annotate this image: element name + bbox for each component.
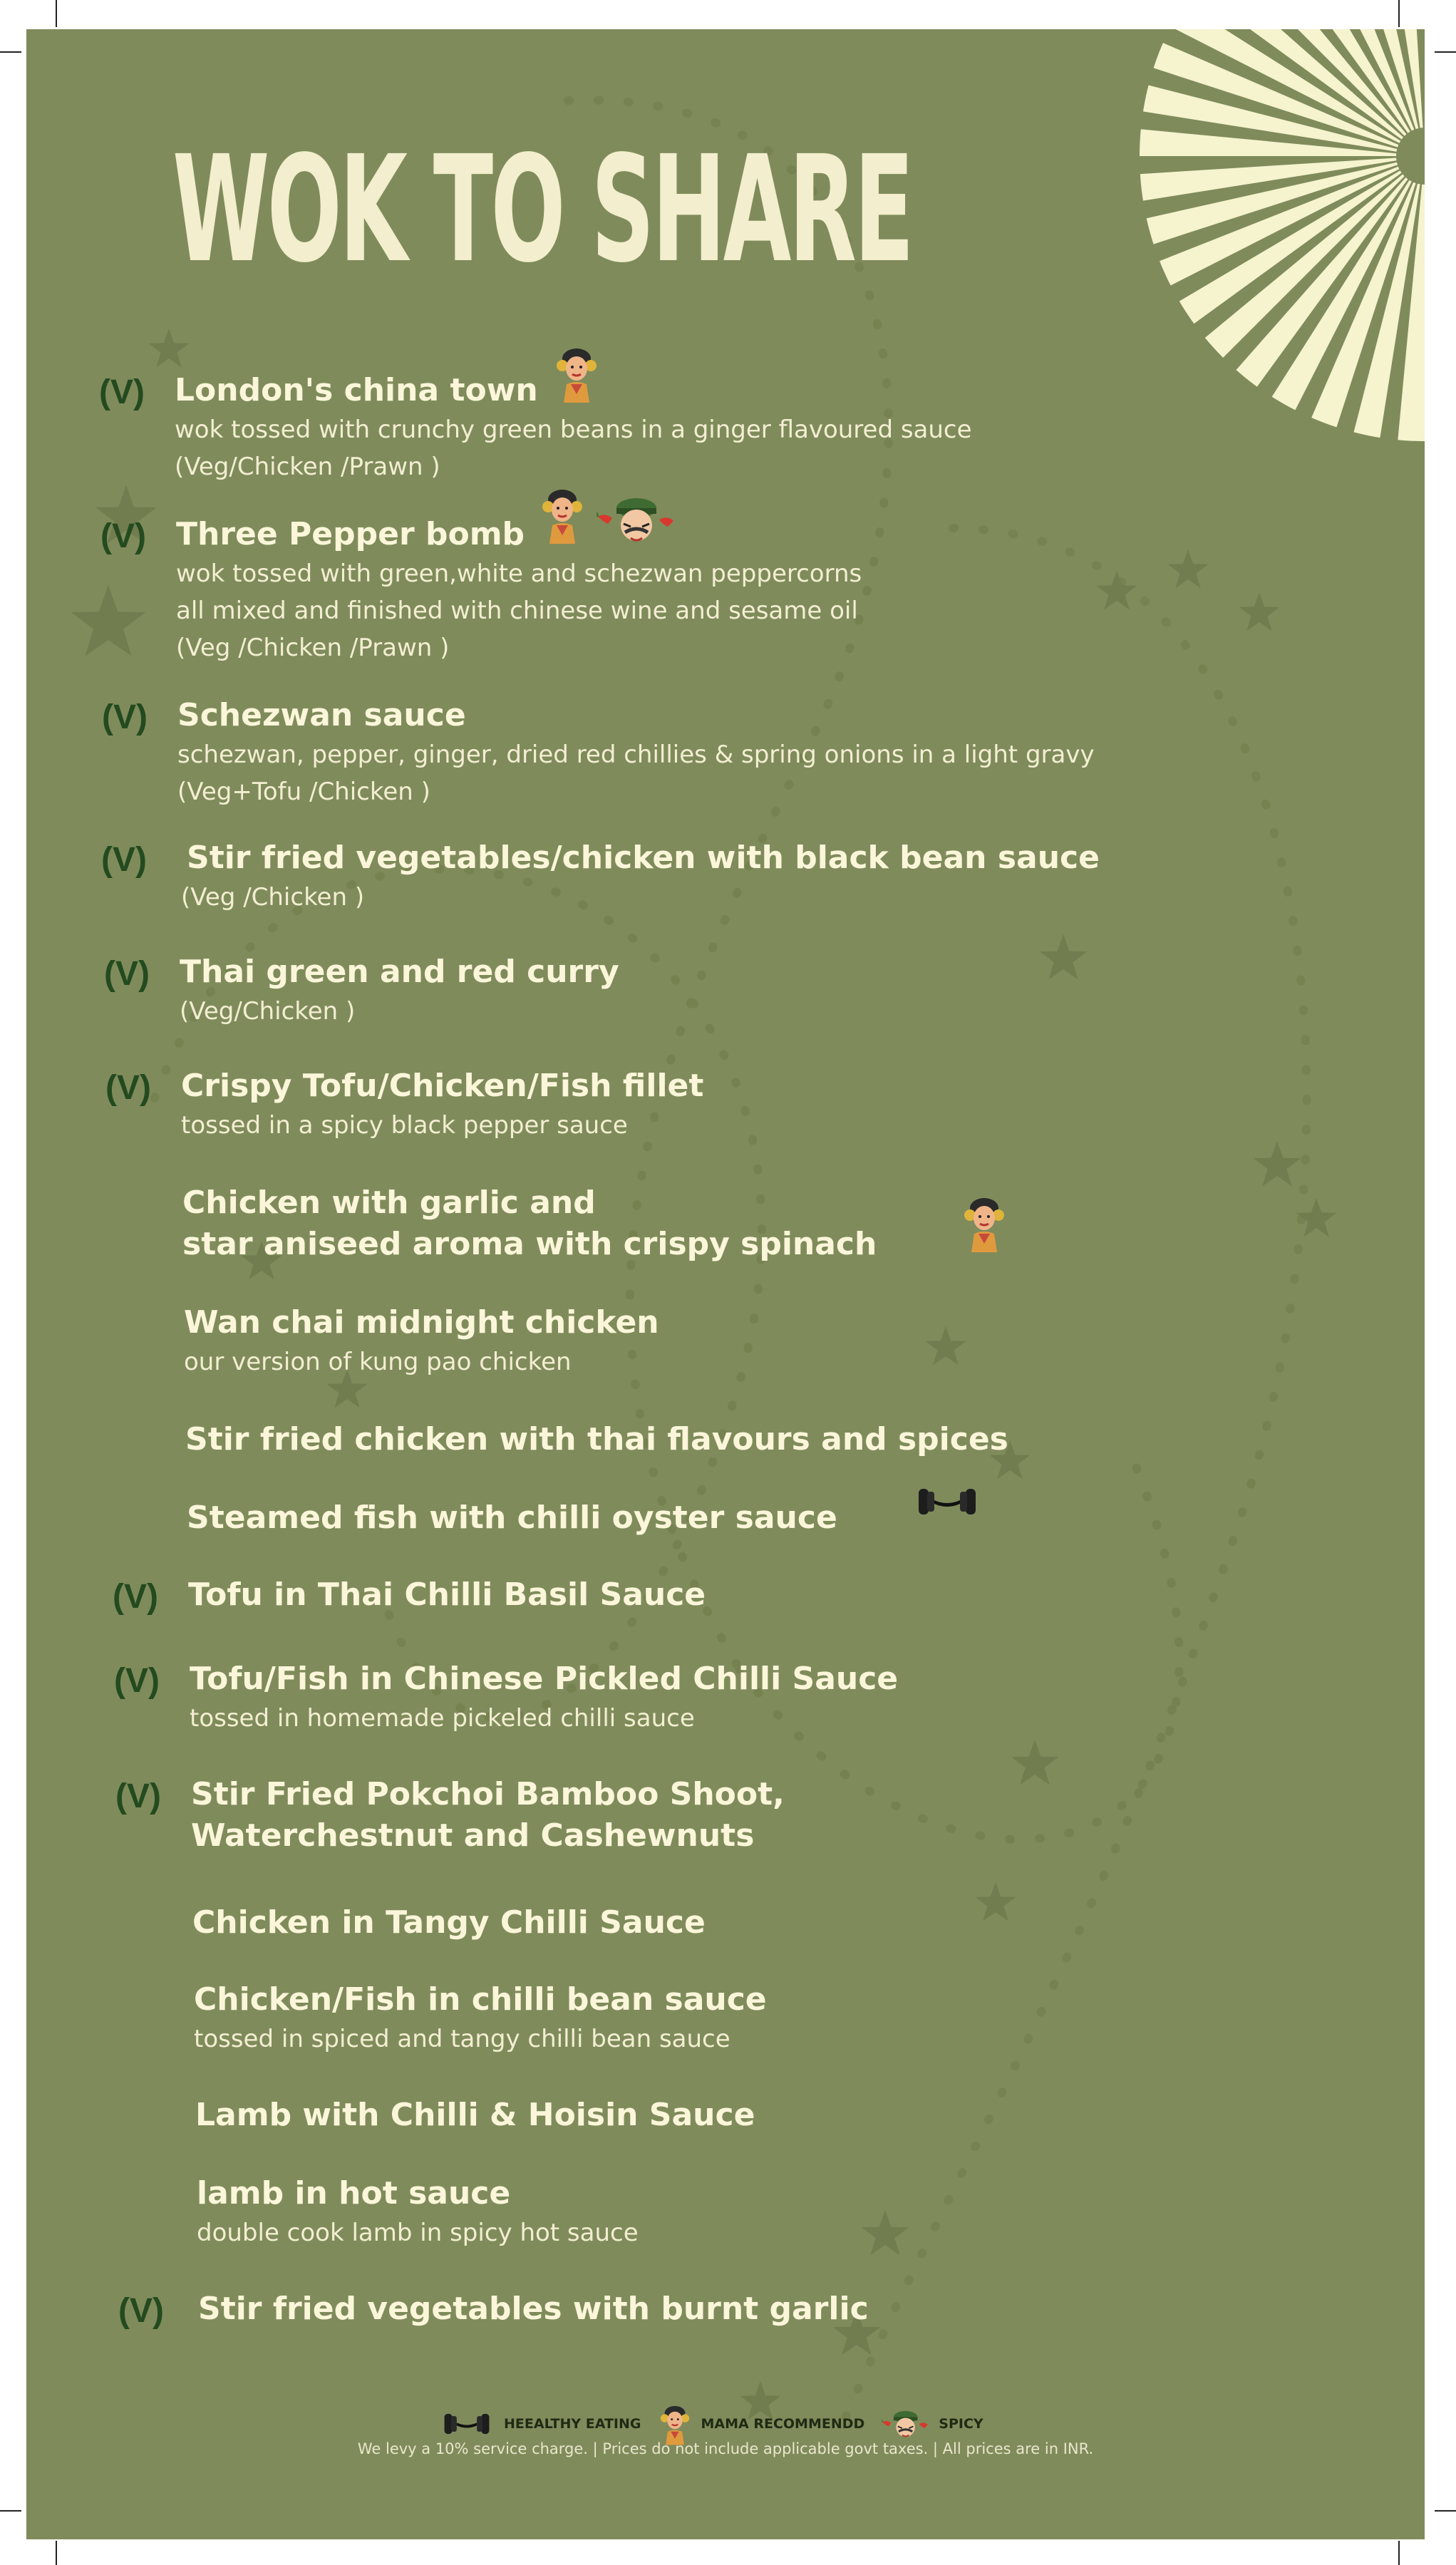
- veg-marker: (V): [115, 1777, 161, 1815]
- item-name: Stir Fried Pokchoi Bamboo Shoot,: [191, 1776, 785, 1812]
- item-name-line2: star aniseed aroma with crispy spinach: [182, 1226, 877, 1262]
- dumbbell-icon: [440, 2408, 494, 2440]
- veg-marker: (V): [101, 841, 147, 879]
- menu-item: [185, 1419, 1008, 1460]
- menu-item: [197, 2173, 639, 2251]
- item-name: Tofu/Fish in Chinese Pickled Chilli Sauce: [190, 1661, 899, 1697]
- veg-marker: (V): [100, 517, 146, 555]
- menu-title: WOK TO SHARE: [172, 124, 912, 295]
- menu-item: [184, 1302, 659, 1380]
- veg-marker: (V): [105, 1069, 151, 1107]
- item-name: Stir fried vegetables with burnt garlic: [198, 2291, 869, 2327]
- menu-item: [102, 695, 1095, 810]
- item-description: our version of kung pao chicken: [184, 1348, 572, 1376]
- item-name: Crispy Tofu/Chicken/Fish fillet: [181, 1068, 704, 1104]
- menu-item: [115, 1774, 785, 1857]
- crop-mark: [0, 2510, 21, 2512]
- item-name: Stir fried chicken with thai flavours and spices: [185, 1421, 1008, 1457]
- menu-item: [114, 1658, 899, 1737]
- crop-mark: [1398, 2541, 1400, 2565]
- item-name: Chicken with garlic and: [182, 1185, 596, 1221]
- item-description: double cook lamb in spicy hot sauce: [197, 2219, 639, 2247]
- item-description: all mixed and finished with chinese wine and sesame oil: [176, 597, 858, 625]
- item-name-line2: Waterchestnut and Cashewnuts: [191, 1817, 755, 1854]
- mama-face-icon: [659, 2403, 691, 2445]
- item-name: Schezwan sauce: [177, 697, 466, 733]
- veg-marker: (V): [99, 373, 145, 411]
- menu-item: [195, 2095, 755, 2136]
- mama-face-icon: [554, 344, 599, 403]
- menu-item: [113, 1574, 706, 1616]
- item-description: tossed in spiced and tangy chilli bean sauce: [194, 2025, 730, 2053]
- crop-mark: [1435, 2510, 1456, 2512]
- crop-mark: [56, 0, 57, 27]
- menu-page: [26, 29, 1425, 2539]
- item-options: (Veg /Chicken ): [181, 883, 365, 912]
- legend-spicy-label: SPICY: [939, 2416, 983, 2432]
- item-options: (Veg/Chicken /Prawn ): [175, 453, 440, 481]
- legend-healthy-label: HEEALTHY EATING: [504, 2416, 641, 2432]
- sunburst-graphic: [1040, 29, 1425, 443]
- dumbbell-icon: [913, 1482, 981, 1522]
- item-options: (Veg+Tofu /Chicken ): [177, 778, 430, 806]
- item-name: Steamed fish with chilli oyster sauce: [187, 1500, 837, 1536]
- item-name: Tofu in Thai Chilli Basil Sauce: [188, 1576, 706, 1613]
- menu-item: [194, 1979, 767, 2058]
- menu-item: [104, 951, 619, 1030]
- item-name: Wan chai midnight chicken: [184, 1304, 659, 1341]
- chef-chilli-icon: [597, 491, 675, 548]
- item-description: wok tossed with crunchy green beans in a ginger flavoured sauce: [175, 416, 972, 444]
- veg-marker: (V): [114, 1662, 160, 1700]
- menu-item: [105, 1065, 704, 1144]
- item-description: schezwan, pepper, ginger, dried red chillies & spring onions in a light gravy: [177, 740, 1095, 769]
- item-description: tossed in a spicy black pepper sauce: [181, 1111, 628, 1140]
- menu-item: [118, 2288, 869, 2330]
- menu-item: [101, 837, 1100, 916]
- item-name: Three Pepper bomb: [176, 516, 525, 552]
- crop-mark: [56, 2541, 57, 2565]
- item-options: (Veg /Chicken /Prawn ): [176, 634, 450, 662]
- crop-mark: [0, 51, 21, 53]
- veg-marker: (V): [113, 1578, 158, 1616]
- chef-chilli-icon: [882, 2407, 929, 2441]
- veg-marker: (V): [104, 955, 150, 993]
- crop-mark: [1398, 0, 1400, 27]
- footer-note: We levy a 10% service charge. | Prices do not include applicable govt taxes. | All prices are in INR.: [357, 2440, 1094, 2457]
- legend-mama-label: MAMA RECOMMENDD: [701, 2416, 865, 2432]
- menu-item: [182, 1182, 877, 1265]
- mama-face-icon: [539, 485, 585, 544]
- menu-item: [187, 1497, 837, 1539]
- item-name: Thai green and red curry: [180, 954, 619, 990]
- veg-marker: (V): [102, 698, 148, 736]
- item-name: Lamb with Chilli & Hoisin Sauce: [195, 2097, 755, 2133]
- item-name: Stir fried vegetables/chicken with black bean sauce: [187, 840, 1100, 876]
- menu-item: [192, 1902, 706, 1944]
- item-name: Chicken/Fish in chilli bean sauce: [194, 1981, 767, 2018]
- mama-face-icon: [961, 1194, 1007, 1252]
- menu-item: [100, 514, 862, 666]
- item-description: tossed in homemade pickeled chilli sauce: [190, 1704, 695, 1733]
- item-name: Chicken in Tangy Chilli Sauce: [192, 1904, 706, 1941]
- item-description: wok tossed with green,white and schezwan peppercorns: [176, 559, 862, 588]
- item-name: lamb in hot sauce: [197, 2175, 511, 2212]
- item-options: (Veg/Chicken ): [180, 997, 356, 1026]
- crop-mark: [1435, 51, 1456, 53]
- legend: [440, 2403, 991, 2445]
- veg-marker: (V): [118, 2292, 164, 2330]
- item-name: London's china town: [175, 372, 538, 408]
